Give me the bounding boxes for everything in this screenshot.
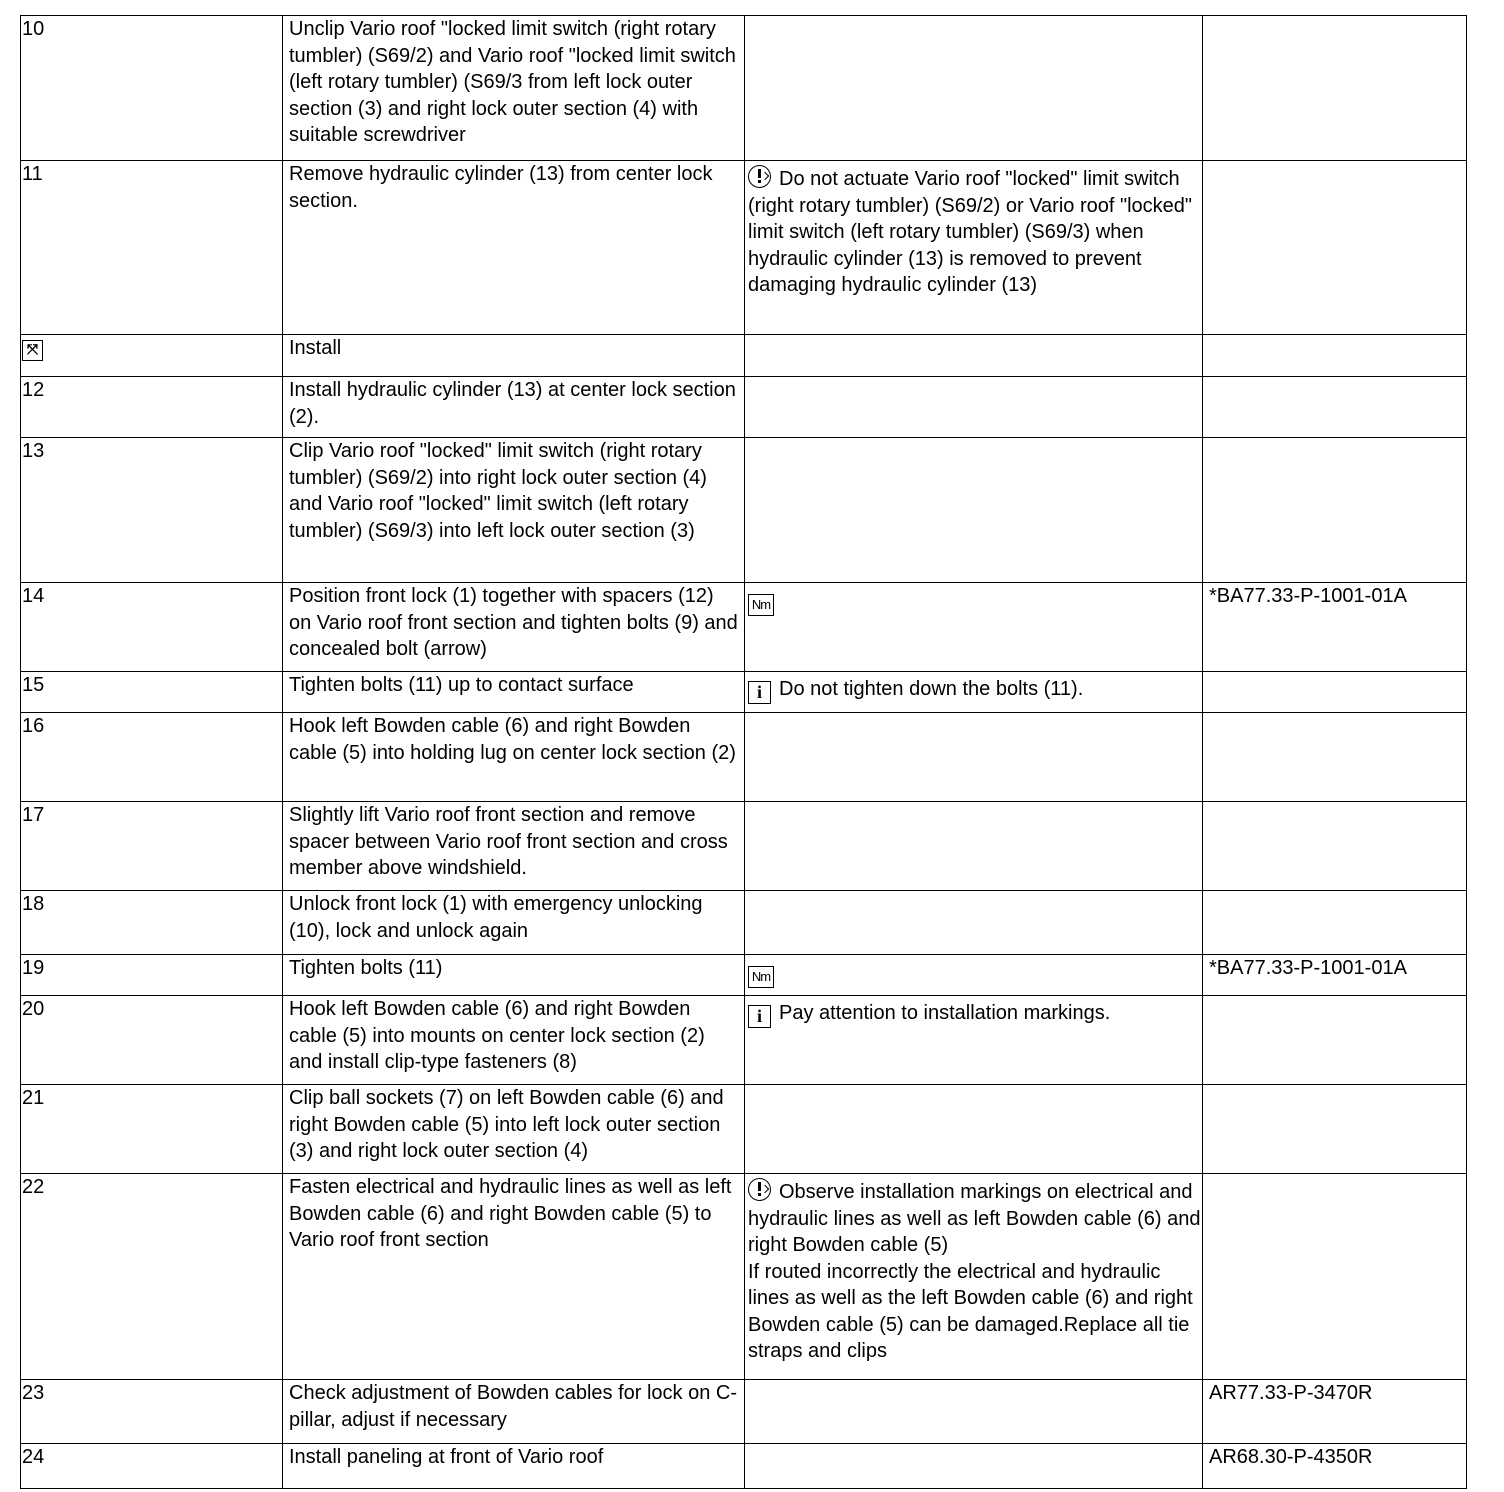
step-description-cell [283, 955, 745, 996]
table-row [21, 1174, 1467, 1380]
step-note [745, 955, 1202, 988]
step-description: Slightly lift Vario roof front section and remove spacer between Vario roof front section and cross member above windshield. [289, 804, 728, 879]
step-description-cell [283, 1174, 745, 1380]
step-number-cell [21, 996, 283, 1085]
step-number-cell [21, 672, 283, 713]
step-description-cell [283, 16, 745, 161]
step-note-text: Observe installation markings on electrical and hydraulic lines as well as left Bowden cable (6) and right Bowden cable (5) [748, 1181, 1201, 1256]
step-description-cell [283, 377, 745, 438]
step-reference-cell [1203, 672, 1467, 713]
procedure-table [20, 15, 1467, 1489]
info-icon: i [748, 1005, 771, 1028]
procedure-table-body [21, 16, 1467, 1489]
table-row [21, 955, 1467, 996]
step-note-text: Pay attention to installation markings. [779, 1002, 1111, 1024]
step-description-cell [283, 672, 745, 713]
step-note-text: Do not actuate Vario roof "locked" limit switch (right rotary tumbler) (S69/2) or Vario roof "locked" limit switch (left rotary tumbler) (S69/3) when hydraulic cylinder (13) is removed to prevent damaging hydraulic cylinder (13) [748, 168, 1192, 296]
step-reference-cell [1203, 802, 1467, 891]
step-description-cell [283, 802, 745, 891]
info-icon: i [748, 681, 771, 704]
step-note-text: If routed incorrectly the electrical and hydraulic lines as well as the left Bowden cable (6) and right Bowden cable (5) can be damaged.Replace all tie straps and clips [748, 1260, 1193, 1362]
step-description: Install paneling at front of Vario roof [289, 1446, 604, 1468]
table-row [21, 377, 1467, 438]
step-note-cell [745, 891, 1203, 955]
reference-link[interactable]: *BA77.33-P-1001-01A [1209, 585, 1407, 607]
step-description-cell [283, 438, 745, 583]
table-row [21, 1380, 1467, 1444]
step-number: 16 [22, 715, 45, 737]
step-description-cell [283, 891, 745, 955]
step-reference-cell [1203, 438, 1467, 583]
step-note-cell [745, 713, 1203, 802]
step-reference-cell [1203, 335, 1467, 377]
step-number-cell [21, 583, 283, 672]
step-number: 12 [22, 379, 45, 401]
torque-icon: Nm [748, 966, 774, 988]
step-reference-cell [1203, 1174, 1467, 1380]
step-note-text: Do not tighten down the bolts (11). [779, 678, 1084, 700]
step-description-cell [283, 1380, 745, 1444]
step-description: Hook left Bowden cable (6) and right Bowden cable (5) into holding lug on center lock section (2) [289, 715, 736, 764]
step-description-cell [283, 713, 745, 802]
step-description-cell [283, 161, 745, 335]
step-reference-cell [1203, 161, 1467, 335]
table-row [21, 583, 1467, 672]
step-number: 18 [22, 893, 45, 915]
step-reference-cell [1203, 16, 1467, 161]
reference-link[interactable]: AR68.30-P-4350R [1209, 1446, 1373, 1468]
step-note [745, 996, 1202, 1028]
step-description: Position front lock (1) together with spacers (12) on Vario roof front section and tighten bolts (9) and concealed bolt (arrow) [289, 585, 738, 660]
step-number-cell [21, 16, 283, 161]
step-note-cell [745, 16, 1203, 161]
step-number-cell [21, 955, 283, 996]
step-description-cell [283, 1085, 745, 1174]
step-number-cell [21, 438, 283, 583]
table-row [21, 713, 1467, 802]
table-row [21, 996, 1467, 1085]
reference-link[interactable]: *BA77.33-P-1001-01A [1209, 957, 1407, 979]
step-number: 11 [22, 163, 43, 185]
step-description: Fasten electrical and hydraulic lines as well as left Bowden cable (6) and right Bowden cable (5) to Vario roof front section [289, 1176, 732, 1251]
step-description: Clip ball sockets (7) on left Bowden cable (6) and right Bowden cable (5) into left lock outer section (3) and right lock outer section (4) [289, 1087, 724, 1162]
step-note-cell [745, 161, 1203, 335]
step-description: Tighten bolts (11) [289, 957, 443, 979]
table-row [21, 891, 1467, 955]
step-reference-cell [1203, 1444, 1467, 1489]
table-row [21, 161, 1467, 335]
step-reference-cell [1203, 955, 1467, 996]
step-description: Tighten bolts (11) up to contact surface [289, 674, 634, 696]
step-description: Unlock front lock (1) with emergency unlocking (10), lock and unlock again [289, 893, 703, 942]
torque-icon: Nm [748, 594, 774, 616]
table-row [21, 335, 1467, 377]
step-number: 13 [22, 440, 45, 462]
step-note [745, 1174, 1202, 1365]
step-reference-cell [1203, 377, 1467, 438]
step-description: Clip Vario roof "locked" limit switch (right rotary tumbler) (S69/2) into right lock outer section (4) and Vario roof "locked" limit switch (left rotary tumbler) (S69/3) into left lock outer section (3) [289, 440, 707, 542]
step-description: Unclip Vario roof "locked limit switch (right rotary tumbler) (S69/2) and Vario roof "locked limit switch (left rotary tumbler) (S69/3 from left lock outer section (3) and right lock outer section (4) with suitable screwdriver [289, 18, 736, 146]
step-note-cell [745, 672, 1203, 713]
step-number-cell [21, 161, 283, 335]
step-number: 19 [22, 957, 45, 979]
step-number: 24 [22, 1446, 45, 1468]
step-note-cell [745, 1380, 1203, 1444]
warning-icon [748, 165, 771, 188]
step-number-cell [21, 1174, 283, 1380]
step-description: Check adjustment of Bowden cables for lock on C-pillar, adjust if necessary [289, 1382, 737, 1431]
step-number-cell [21, 335, 283, 377]
step-description: Remove hydraulic cylinder (13) from center lock section. [289, 163, 713, 212]
procedure-document [20, 15, 1467, 1489]
step-reference-cell [1203, 713, 1467, 802]
step-description: Install hydraulic cylinder (13) at center lock section (2). [289, 379, 736, 428]
step-reference-cell [1203, 996, 1467, 1085]
step-number-cell [21, 802, 283, 891]
table-row [21, 1085, 1467, 1174]
step-description-cell [283, 996, 745, 1085]
step-note [745, 161, 1202, 299]
step-number: 14 [22, 585, 45, 607]
step-number: 20 [22, 998, 45, 1020]
step-number-cell [21, 1085, 283, 1174]
step-number: 22 [22, 1176, 45, 1198]
table-row [21, 672, 1467, 713]
step-description: Hook left Bowden cable (6) and right Bowden cable (5) into mounts on center lock section (2) and install clip-type fasteners (8) [289, 998, 705, 1073]
step-number-cell [21, 1444, 283, 1489]
step-number: 21 [22, 1087, 45, 1109]
step-note-cell [745, 1174, 1203, 1380]
step-note-cell [745, 996, 1203, 1085]
step-number-cell [21, 713, 283, 802]
step-number: 15 [22, 674, 45, 696]
step-number-cell [21, 377, 283, 438]
table-row [21, 438, 1467, 583]
step-note [745, 672, 1202, 704]
step-number-cell [21, 1380, 283, 1444]
step-note [745, 583, 1202, 616]
step-note-cell [745, 335, 1203, 377]
step-note-cell [745, 583, 1203, 672]
step-note-cell [745, 955, 1203, 996]
step-reference-cell [1203, 583, 1467, 672]
table-row [21, 1444, 1467, 1489]
step-reference-cell [1203, 1380, 1467, 1444]
warning-icon [748, 1178, 771, 1201]
step-note-cell [745, 802, 1203, 891]
step-note-cell [745, 377, 1203, 438]
step-reference-cell [1203, 891, 1467, 955]
step-number-cell [21, 891, 283, 955]
step-description: Install [289, 337, 342, 359]
table-row [21, 802, 1467, 891]
step-number: 10 [22, 18, 45, 40]
step-note-cell [745, 438, 1203, 583]
step-number: 23 [22, 1382, 45, 1404]
step-note-cell [745, 1444, 1203, 1489]
reference-link[interactable]: AR77.33-P-3470R [1209, 1382, 1373, 1404]
step-reference-cell [1203, 1085, 1467, 1174]
table-row [21, 16, 1467, 161]
step-description-cell [283, 1444, 745, 1489]
install-icon: ⤧ [22, 340, 43, 361]
step-note-cell [745, 1085, 1203, 1174]
step-number: 17 [22, 804, 45, 826]
step-description-cell [283, 335, 745, 377]
step-description-cell [283, 583, 745, 672]
